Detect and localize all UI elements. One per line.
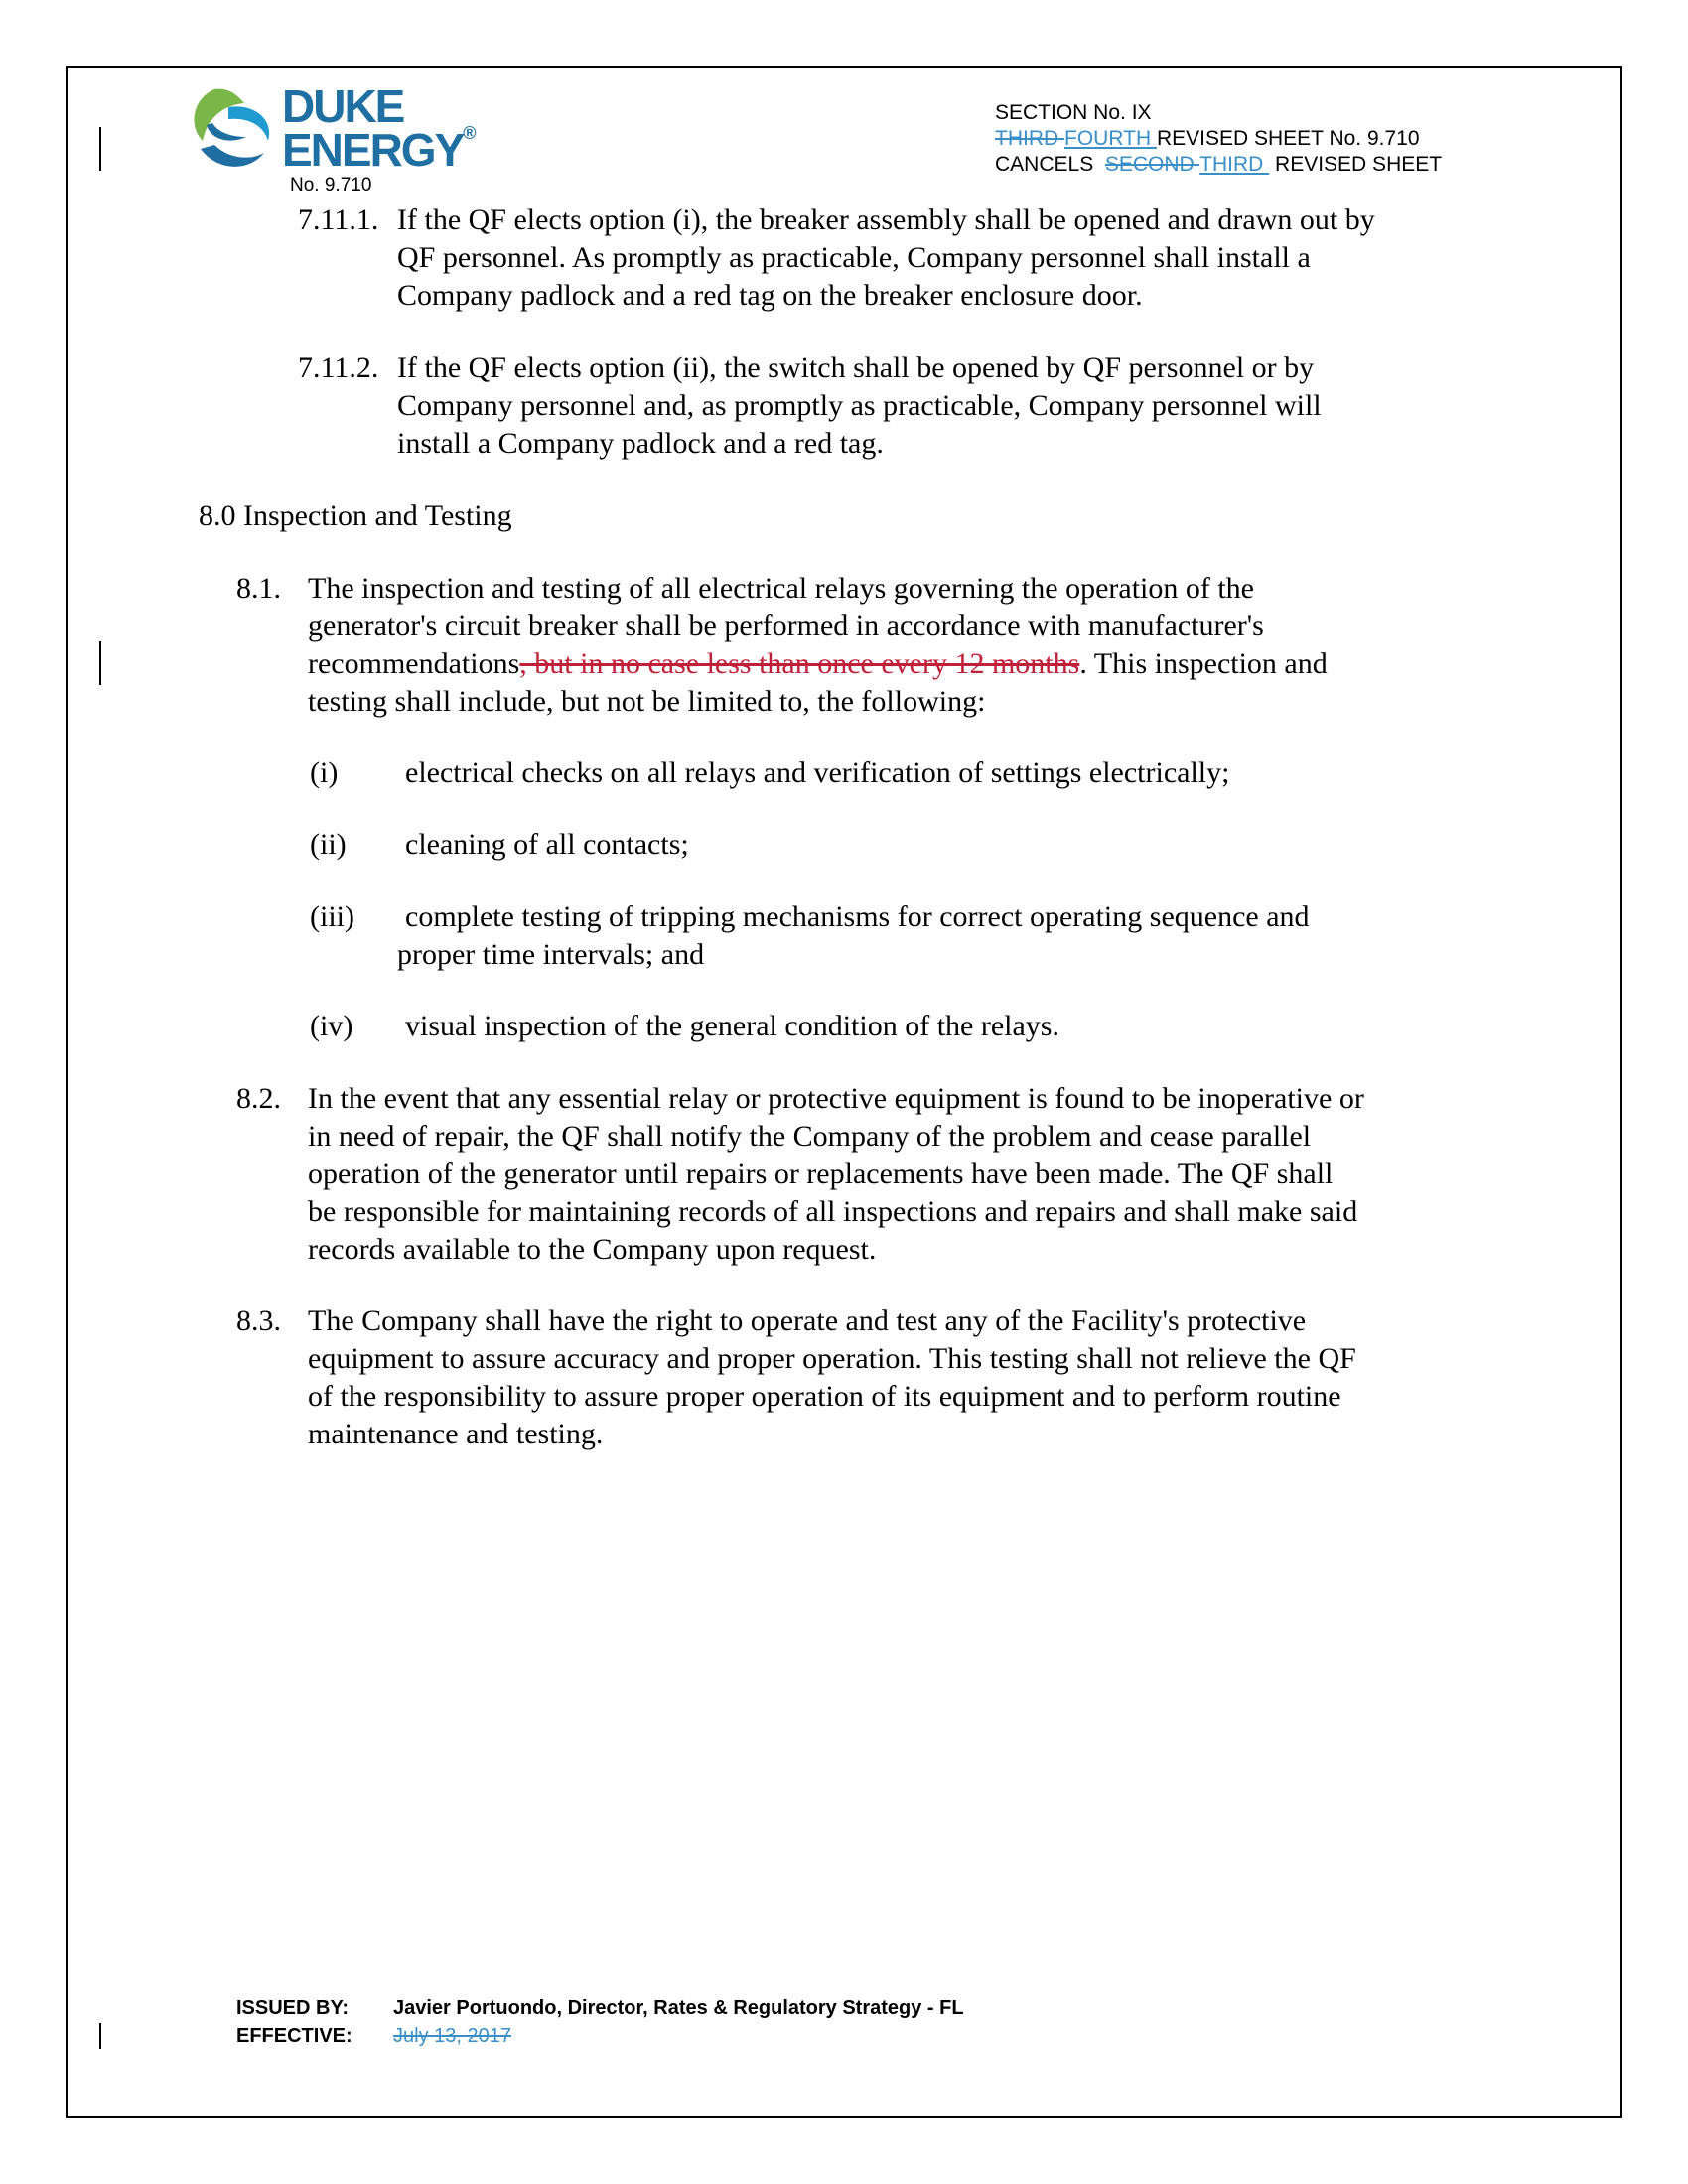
paragraph-8-2 xyxy=(308,1080,1364,1269)
text-line: If the QF elects option (ii), the switch shall be opened by QF personnel or by xyxy=(397,351,1315,384)
paragraph-7-11-2 xyxy=(397,349,1322,463)
effective-line xyxy=(236,2025,511,2048)
text-line: Company personnel and, as promptly as practicable, Company personnel will xyxy=(397,389,1322,422)
paragraph-8-3 xyxy=(308,1302,1356,1453)
paragraph-8-1 xyxy=(308,570,1328,721)
text-line: testing shall include, but not be limited to, the following: xyxy=(308,685,986,718)
list-item-number: (i) xyxy=(310,756,339,789)
section-heading-8: 8.0 Inspection and Testing xyxy=(199,499,512,532)
text-line: in need of repair, the QF shall notify the Company of the problem and cease parallel xyxy=(308,1120,1312,1153)
change-bar xyxy=(99,127,101,171)
paragraph-7-11-1 xyxy=(397,202,1375,315)
section-number: 7.11.2. xyxy=(298,351,379,384)
section-number: 7.11.1. xyxy=(298,204,379,236)
deleted-text: , but in no case less than once every 12 months xyxy=(519,647,1080,680)
text-line: be responsible for maintaining records of all inspections and repairs and shall make said xyxy=(308,1195,1358,1228)
list-item: complete testing of tripping mechanisms for correct operating sequence and xyxy=(405,900,1310,933)
list-item-number: (iii) xyxy=(310,900,354,933)
effective-label: EFFECTIVE: xyxy=(236,2025,352,2047)
text-line: If the QF elects option (i), the breaker assembly shall be opened and drawn out by xyxy=(397,204,1375,236)
list-item: visual inspection of the general condition of the relays. xyxy=(405,1010,1059,1042)
text-line: of the responsibility to assure proper operation of its equipment and to perform routine xyxy=(308,1380,1341,1413)
text-line: The Company shall have the right to operate and test any of the Facility's protective xyxy=(308,1304,1307,1337)
logo-text-duke: DUKE xyxy=(282,80,404,132)
section-number: 8.3. xyxy=(236,1304,281,1337)
change-bar xyxy=(99,641,101,685)
revised-sheet-line: THIRD FOURTH REVISED SHEET No. 9.710 xyxy=(995,127,1420,150)
text-line: QF personnel. As promptly as practicable, Company personnel shall install a xyxy=(397,241,1311,274)
text-line: recommendations, but in no case less than once every 12 months. This inspection and xyxy=(308,647,1328,680)
text-line: The inspection and testing of all electrical relays governing the operation of the xyxy=(308,572,1254,605)
list-item-continuation: proper time intervals; and xyxy=(397,938,705,971)
text-line: operation of the generator until repairs or replacements have been made. The QF shall xyxy=(308,1158,1334,1190)
sheet-number-small: No. 9.710 xyxy=(290,175,372,196)
text-line: generator's circuit breaker shall be performed in accordance with manufacturer's xyxy=(308,610,1264,642)
text-line: equipment to assure accuracy and proper operation. This testing shall not relieve the QF xyxy=(308,1342,1356,1375)
logo-text-energy: ENERGY® xyxy=(282,123,475,176)
list-item-number: (ii) xyxy=(310,828,347,861)
list-item-number: (iv) xyxy=(310,1010,353,1042)
section-number: SECTION No. IX xyxy=(995,101,1152,124)
text-line: records available to the Company upon request. xyxy=(308,1233,877,1266)
text-line: install a Company padlock and a red tag. xyxy=(397,427,884,460)
cancels-line: CANCELS SECOND THIRD REVISED SHEET xyxy=(995,153,1443,176)
section-number: 8.1. xyxy=(236,572,281,605)
text-line: In the event that any essential relay or protective equipment is found to be inoperative or xyxy=(308,1082,1364,1115)
effective-date-deleted: July 13, 2017 xyxy=(393,2025,511,2047)
section-number: 8.2. xyxy=(236,1082,281,1115)
sheet-header xyxy=(995,100,1442,178)
text-line: Company padlock and a red tag on the breaker enclosure door. xyxy=(397,279,1143,312)
issued-by-value: Javier Portuondo, Director, Rates & Regulatory Strategy - FL xyxy=(393,1997,964,2019)
text-line: maintenance and testing. xyxy=(308,1418,604,1450)
list-item: cleaning of all contacts; xyxy=(405,828,689,861)
list-item: electrical checks on all relays and verification of settings electrically; xyxy=(405,756,1230,789)
issued-by-label: ISSUED BY: xyxy=(236,1997,349,2019)
change-bar xyxy=(99,2023,101,2049)
issued-by-line xyxy=(236,1997,964,2020)
